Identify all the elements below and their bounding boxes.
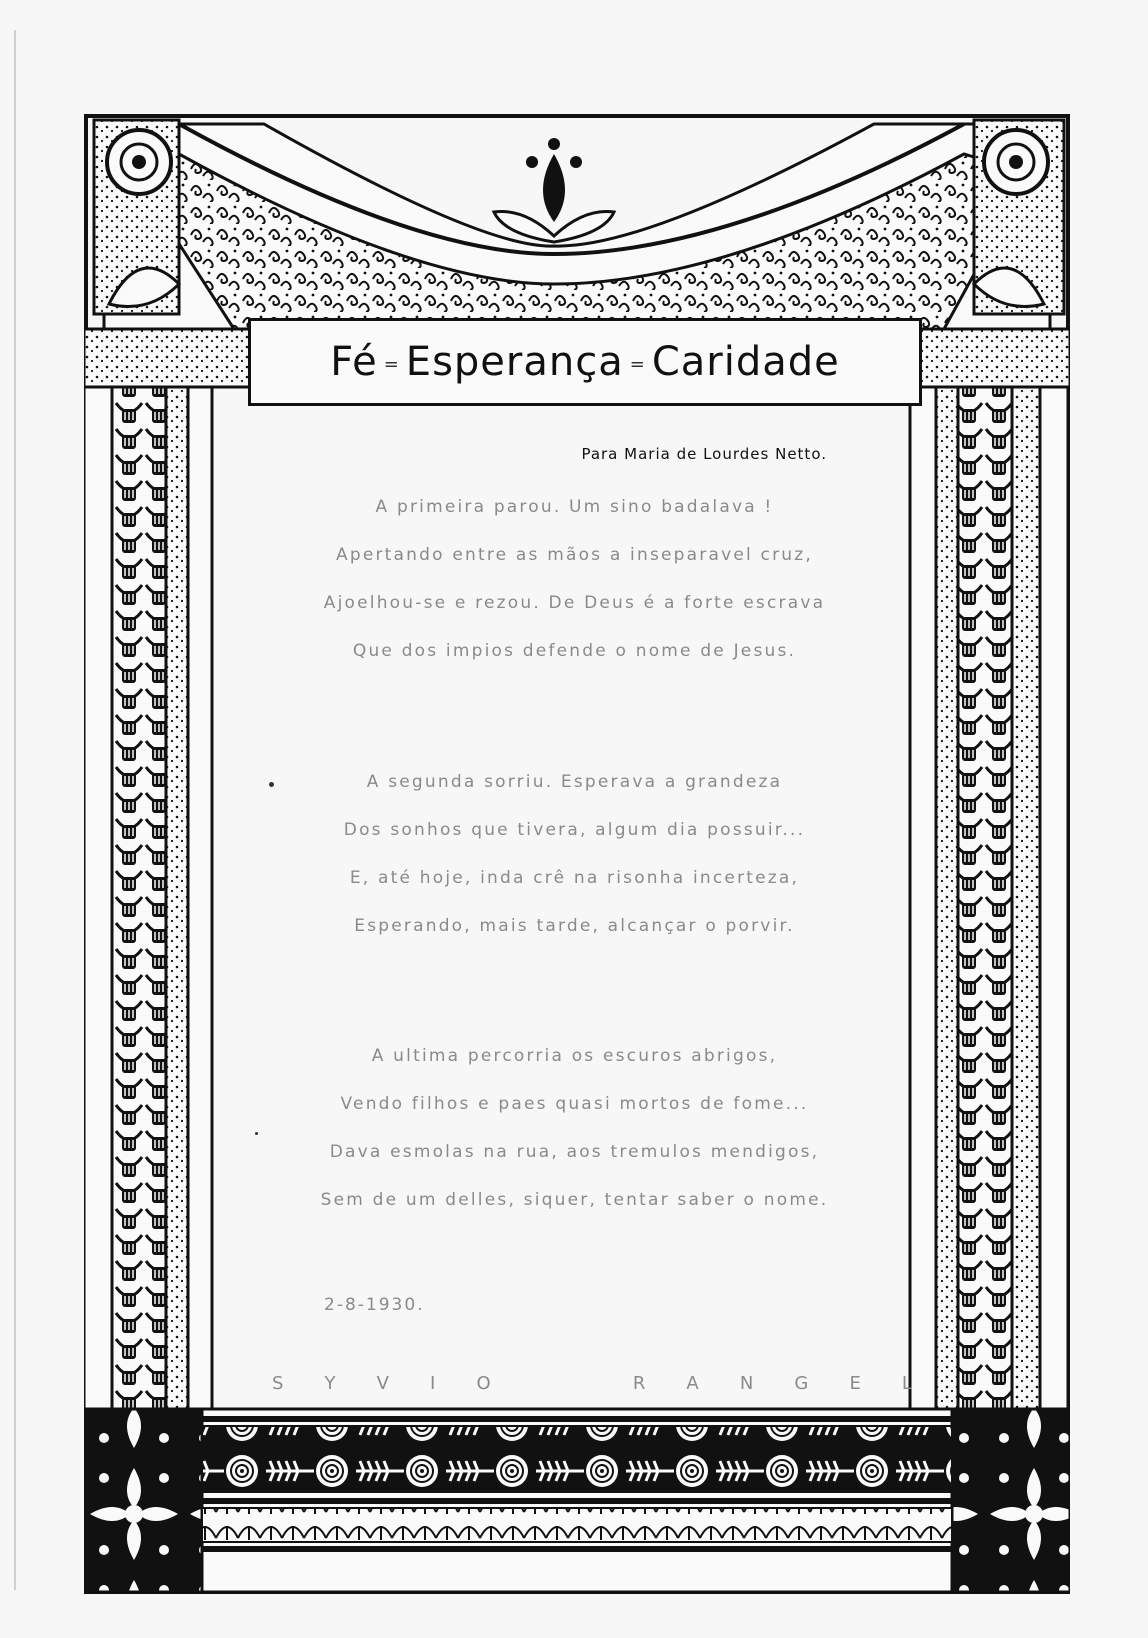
stanza-2 xyxy=(212,758,937,950)
title-banner xyxy=(248,318,922,406)
author-letter: I xyxy=(430,1373,436,1394)
poem-panel xyxy=(212,405,937,1470)
title-separator: = xyxy=(383,353,400,375)
ink-speck xyxy=(255,1132,258,1135)
verse-line: Esperando, mais tarde, alcançar o porvir. xyxy=(354,916,795,936)
author-letter: N xyxy=(739,1373,754,1394)
verse-line: A ultima percorria os escuros abrigos, xyxy=(371,1046,778,1066)
title-word-hope: Esperança xyxy=(405,339,624,385)
verse-line: Dos sonhos que tivera, algum dia possuir... xyxy=(343,820,806,840)
top-flower-ornament xyxy=(494,138,614,242)
title-word-charity: Caridade xyxy=(651,339,840,385)
stanza-3 xyxy=(212,1032,937,1224)
author-letter: S xyxy=(272,1373,284,1394)
verse-line: Vendo filhos e paes quasi mortos de fome... xyxy=(340,1094,809,1114)
author-letter: Y xyxy=(324,1373,336,1394)
title-separator: = xyxy=(629,353,646,375)
page-title xyxy=(330,339,839,385)
author-letter: V xyxy=(376,1373,389,1394)
title-word-faith: Fé xyxy=(330,339,378,385)
verse-line: A segunda sorriu. Esperava a grandeza xyxy=(366,772,783,792)
scan-edge xyxy=(14,30,16,1590)
author-letter: E xyxy=(849,1373,861,1394)
verse-line: Ajoelhou-se e rezou. De Deus é a forte escrava xyxy=(323,593,826,613)
author-letter: O xyxy=(476,1373,491,1394)
verse-line: E, até hoje, inda crê na risonha incerteza, xyxy=(349,868,800,888)
stanza-1 xyxy=(212,483,937,675)
author-letter: L xyxy=(901,1373,912,1394)
author-signature xyxy=(272,1373,912,1394)
author-letter: G xyxy=(794,1373,809,1394)
ink-speck xyxy=(269,782,274,787)
dedication: Para Maria de Lourdes Netto. xyxy=(581,445,827,463)
verse-line: A primeira parou. Um sino badalava ! xyxy=(375,497,774,517)
author-letter: R xyxy=(632,1373,646,1394)
verse-line: Apertando entre as mãos a inseparavel cruz, xyxy=(336,545,813,565)
verse-line: Sem de um delles, siquer, tentar saber o nome. xyxy=(320,1190,829,1210)
verse-line: Dava esmolas na rua, aos tremulos mendigos, xyxy=(329,1142,820,1162)
author-letter: A xyxy=(686,1373,699,1394)
poem-date: 2-8-1930. xyxy=(324,1295,425,1315)
author-word-gap xyxy=(532,1373,592,1394)
verse-line: Que dos impios defende o nome de Jesus. xyxy=(352,641,797,661)
